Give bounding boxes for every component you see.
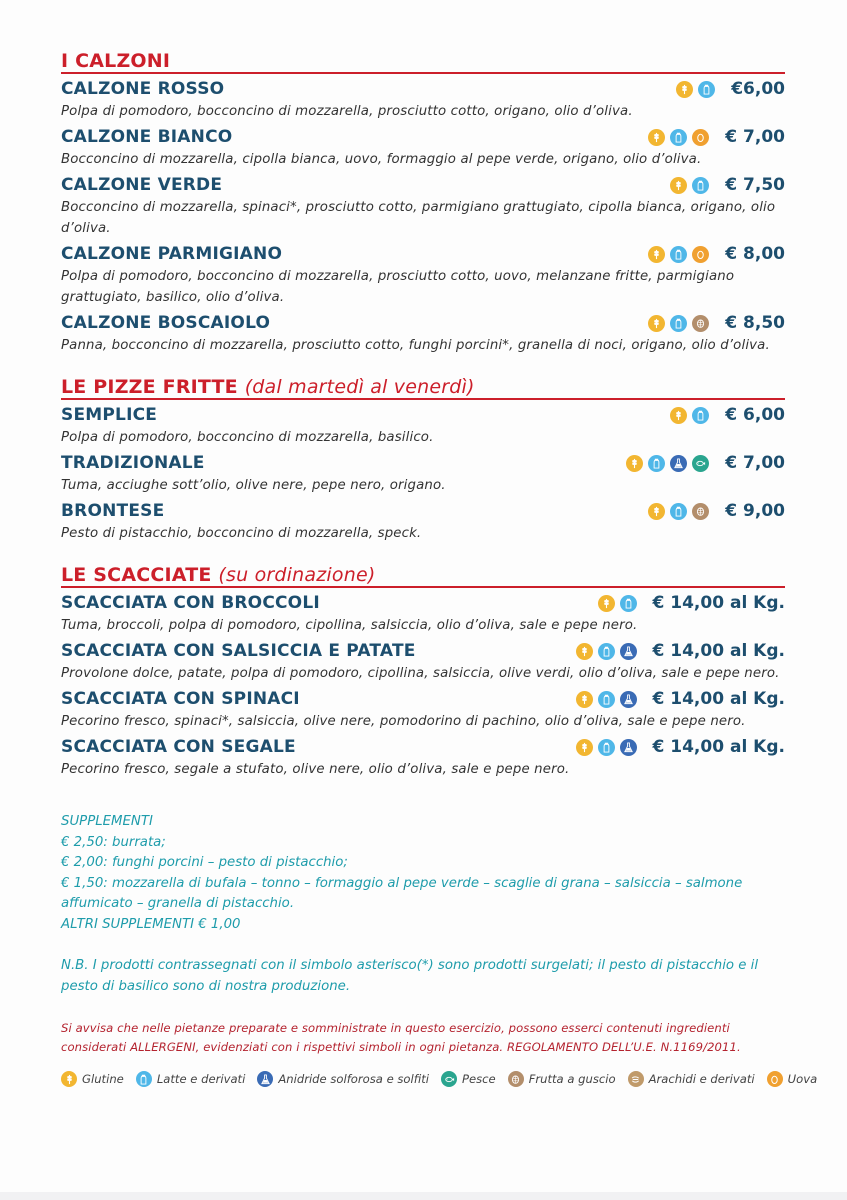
- wheat-icon: [648, 503, 665, 520]
- supplement-line: ALTRI SUPPLEMENTI € 1,00: [61, 916, 241, 932]
- allergen-icons: [670, 177, 709, 194]
- milk-bottle-icon: [598, 739, 615, 756]
- fish-icon: [441, 1071, 457, 1087]
- item-description: Pecorino fresco, spinaci*, salsiccia, olive nere, pomodorino di pachino, olio d’oliva, sale e pepe nero.: [61, 714, 746, 729]
- item-description: Polpa di pomodoro, bocconcino di mozzarella, prosciutto cotto, origano, olio d’oliva.: [61, 104, 633, 119]
- allergen-warning: Si avvisa che nelle pietanze preparate e somministrate in questo esercizio, possono esserci contenuti ingredienti considerati ALLERGENI, evidenziati con i rispettivi simboli in ogni pietanza. REGOLAMENTO DELL’U.E. N.1169/2011.: [61, 1021, 741, 1054]
- allergen-icons: [648, 315, 709, 332]
- supplements-block: [61, 812, 785, 935]
- item-price: € 14,00 al Kg.: [652, 689, 785, 709]
- flask-icon: [620, 691, 637, 708]
- menu-item-header: [61, 125, 785, 149]
- item-price: € 9,00: [725, 501, 785, 521]
- legend-item: [441, 1071, 496, 1087]
- milk-bottle-icon: [670, 129, 687, 146]
- item-name: SEMPLICE: [61, 405, 158, 425]
- item-name: CALZONE PARMIGIANO: [61, 244, 283, 264]
- frozen-products-note: N.B. I prodotti contrassegnati con il simbolo asterisco(*) sono prodotti surgelati; il pesto di pistacchio e il pesto di basilico sono di nostra produzione.: [61, 958, 759, 994]
- item-description: Pesto di pistacchio, bocconcino di mozzarella, speck.: [61, 526, 422, 541]
- supplement-line: € 2,00: funghi porcini – pesto di pistacchio;: [61, 855, 348, 870]
- item-price: € 8,00: [725, 244, 785, 264]
- legend-item: [61, 1071, 124, 1087]
- item-name: CALZONE BIANCO: [61, 127, 233, 147]
- milk-bottle-icon: [670, 503, 687, 520]
- legend-item: [508, 1071, 616, 1087]
- item-price: €6,00: [731, 79, 785, 99]
- flask-icon: [620, 643, 637, 660]
- item-price: € 14,00 al Kg.: [652, 737, 785, 757]
- milk-bottle-icon: [598, 691, 615, 708]
- menu-section: [61, 376, 785, 544]
- milk-bottle-icon: [698, 81, 715, 98]
- flask-icon: [620, 739, 637, 756]
- menu-item: [61, 451, 785, 496]
- milk-bottle-icon: [692, 407, 709, 424]
- milk-bottle-icon: [136, 1071, 152, 1087]
- menu-item: [61, 639, 785, 684]
- legend-label: Anidride solforosa e solfiti: [278, 1072, 430, 1086]
- allergen-icons: [576, 739, 637, 756]
- allergen-icons: [670, 407, 709, 424]
- allergen-legend: [61, 1071, 818, 1087]
- menu-item: [61, 591, 785, 636]
- milk-bottle-icon: [670, 315, 687, 332]
- wheat-icon: [648, 246, 665, 263]
- item-description: Polpa di pomodoro, bocconcino di mozzarella, prosciutto cotto, uovo, melanzane fritte, parmigiano grattugiato, basilico, olio d’oliva.: [61, 269, 735, 305]
- egg-icon: [692, 246, 709, 263]
- wheat-icon: [648, 315, 665, 332]
- allergen-icons: [626, 455, 709, 472]
- section-title: LE PIZZE FRITTE: [61, 376, 238, 398]
- menu-item-header: [61, 403, 785, 427]
- item-name: SCACCIATA CON SPINACI: [61, 689, 300, 709]
- page-bottom-edge: [0, 1192, 847, 1200]
- menu-item: [61, 77, 785, 122]
- menu-item: [61, 687, 785, 732]
- section-subtitle: (dal martedì al venerdì): [244, 376, 475, 398]
- flask-icon: [670, 455, 687, 472]
- milk-bottle-icon: [598, 643, 615, 660]
- allergen-icons: [648, 129, 709, 146]
- item-name: CALZONE BOSCAIOLO: [61, 313, 271, 333]
- item-description: Provolone dolce, patate, polpa di pomodoro, cipollina, salsiccia, olive verdi, olio d’oliva, sale e pepe nero.: [61, 666, 780, 681]
- menu-item: [61, 125, 785, 170]
- menu-item: [61, 499, 785, 544]
- allergen-icons: [598, 595, 637, 612]
- menu-item: [61, 242, 785, 308]
- menu-section: [61, 50, 785, 356]
- allergen-icons: [676, 81, 715, 98]
- section-header: [61, 376, 785, 400]
- item-price: € 14,00 al Kg.: [652, 593, 785, 613]
- allergen-icons: [648, 246, 709, 263]
- nut-icon: [508, 1071, 524, 1087]
- wheat-icon: [61, 1071, 77, 1087]
- menu-item: [61, 403, 785, 448]
- legend-label: Pesce: [462, 1072, 496, 1086]
- fish-icon: [692, 455, 709, 472]
- section-header: [61, 50, 785, 74]
- item-name: SCACCIATA CON BROCCOLI: [61, 593, 320, 613]
- wheat-icon: [576, 643, 593, 660]
- supplements-title: SUPPLEMENTI: [61, 814, 153, 829]
- legend-item: [628, 1071, 755, 1087]
- item-name: SCACCIATA CON SEGALE: [61, 737, 296, 757]
- section-header: [61, 564, 785, 588]
- wheat-icon: [670, 177, 687, 194]
- legend-label: Latte e derivati: [156, 1072, 246, 1086]
- menu-item-header: [61, 242, 785, 266]
- wheat-icon: [626, 455, 643, 472]
- menu-item-header: [61, 311, 785, 335]
- section-subtitle: (su ordinazione): [218, 564, 376, 586]
- menu-item-header: [61, 639, 785, 663]
- item-description: Polpa di pomodoro, bocconcino di mozzarella, basilico.: [61, 430, 434, 445]
- item-price: € 7,50: [725, 175, 785, 195]
- menu-page: [61, 50, 818, 1087]
- menu-item: [61, 735, 785, 780]
- item-description: Bocconcino di mozzarella, spinaci*, prosciutto cotto, parmigiano grattugiato, cipolla bianca, origano, olio d’oliva.: [61, 200, 776, 236]
- wheat-icon: [598, 595, 615, 612]
- menu-item: [61, 173, 785, 239]
- wheat-icon: [576, 739, 593, 756]
- item-price: € 6,00: [725, 405, 785, 425]
- item-description: Tuma, acciughe sott’olio, olive nere, pepe nero, origano.: [61, 478, 446, 493]
- allergen-icons: [648, 503, 709, 520]
- section-title: LE SCACCIATE: [61, 564, 212, 586]
- section-title: I CALZONI: [61, 50, 171, 72]
- nut-icon: [692, 503, 709, 520]
- wheat-icon: [670, 407, 687, 424]
- legend-item: [257, 1071, 429, 1087]
- legend-label: Frutta a guscio: [528, 1072, 616, 1086]
- nut-icon: [692, 315, 709, 332]
- item-price: € 14,00 al Kg.: [652, 641, 785, 661]
- wheat-icon: [576, 691, 593, 708]
- milk-bottle-icon: [670, 246, 687, 263]
- item-description: Panna, bocconcino di mozzarella, prosciutto cotto, funghi porcini*, granella di noci, origano, olio d’oliva.: [61, 338, 770, 353]
- legend-label: Uova: [787, 1072, 818, 1086]
- menu-item-header: [61, 735, 785, 759]
- menu-item-header: [61, 173, 785, 197]
- legend-item: [136, 1071, 246, 1087]
- legend-label: Glutine: [82, 1072, 124, 1086]
- egg-icon: [767, 1071, 783, 1087]
- peanut-icon: [628, 1071, 644, 1087]
- egg-icon: [692, 129, 709, 146]
- item-price: € 7,00: [725, 127, 785, 147]
- menu-sections: [61, 50, 785, 780]
- flask-icon: [257, 1071, 273, 1087]
- wheat-icon: [676, 81, 693, 98]
- milk-bottle-icon: [648, 455, 665, 472]
- item-description: Pecorino fresco, segale a stufato, olive nere, olio d’oliva, sale e pepe nero.: [61, 762, 570, 777]
- supplement-line: € 2,50: burrata;: [61, 834, 166, 850]
- allergen-icons: [576, 643, 637, 660]
- menu-item-header: [61, 77, 785, 101]
- item-name: CALZONE VERDE: [61, 175, 223, 195]
- menu-item-header: [61, 499, 785, 523]
- legend-label: Arachidi e derivati: [648, 1072, 755, 1086]
- menu-section: [61, 564, 785, 780]
- wheat-icon: [648, 129, 665, 146]
- menu-item-header: [61, 687, 785, 711]
- menu-item: [61, 311, 785, 356]
- item-price: € 7,00: [725, 453, 785, 473]
- item-description: Tuma, broccoli, polpa di pomodoro, cipollina, salsiccia, olio d’oliva, sale e pepe nero.: [61, 618, 638, 633]
- milk-bottle-icon: [692, 177, 709, 194]
- item-name: BRONTESE: [61, 501, 165, 521]
- item-description: Bocconcino di mozzarella, cipolla bianca, uovo, formaggio al pepe verde, origano, olio d’oliva.: [61, 152, 702, 167]
- menu-item-header: [61, 451, 785, 475]
- allergen-icons: [576, 691, 637, 708]
- supplement-line: € 1,50: mozzarella di bufala – tonno – formaggio al pepe verde – scaglie di grana – salsiccia – salmone affumicato – granella di pistacchio.: [61, 875, 743, 911]
- milk-bottle-icon: [620, 595, 637, 612]
- item-name: TRADIZIONALE: [61, 453, 205, 473]
- menu-item-header: [61, 591, 785, 615]
- item-name: SCACCIATA CON SALSICCIA E PATATE: [61, 641, 416, 661]
- legend-item: [767, 1071, 818, 1087]
- item-name: CALZONE ROSSO: [61, 79, 225, 99]
- item-price: € 8,50: [725, 313, 785, 333]
